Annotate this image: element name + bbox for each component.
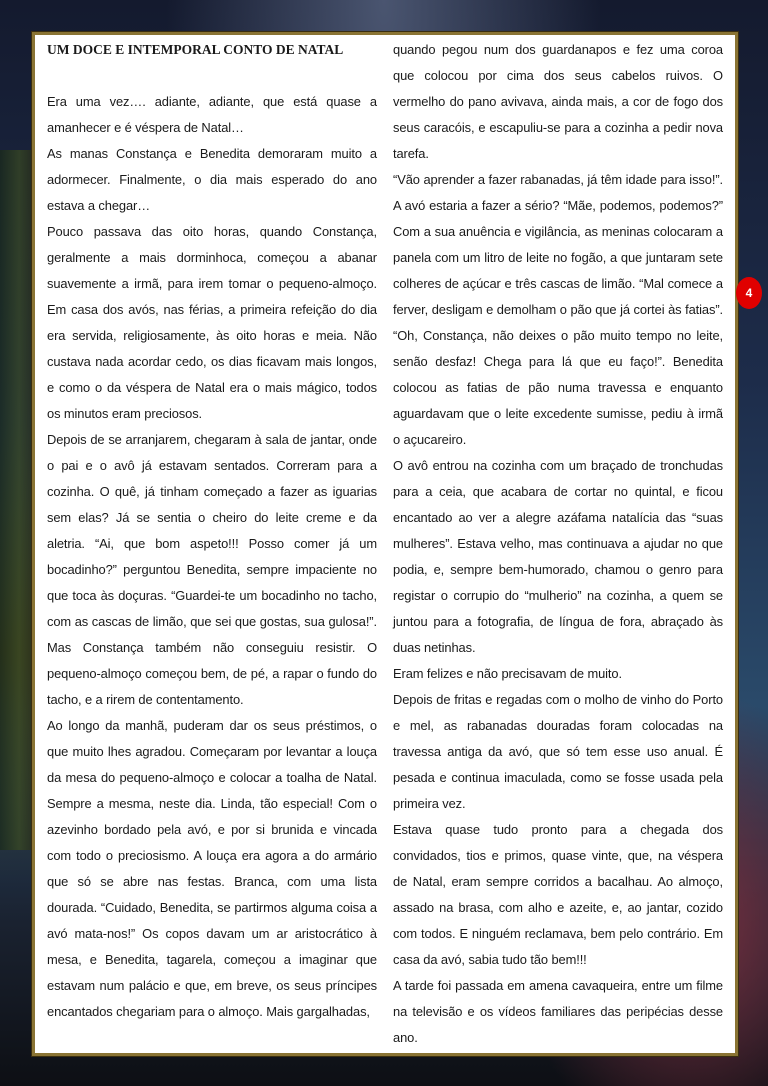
paragraph: O avô entrou na cozinha com um braçado de tronchudas para a ceia, que acabara de cortar no quintal, e ficou encantado ao ver a alegre azáfama natalícia das “suas mulheres”. Estava velho, mas continuava a ajudar no que podia, e, sempre bem-humorado, chamou o genro para registar o corrupio do “mulherio” na cozinha, a quem se juntou para a fotografia, de língua de fora, abraçado às duas netinhas. <box>393 458 723 655</box>
left-column <box>47 37 377 1025</box>
page-number-badge: 4 <box>736 277 762 309</box>
paragraph: Pouco passava das oito horas, quando Constança, geralmente a mais dorminhoca, começou a abanar suavemente a irmã, para irem tomar o pequeno-almoço. Em casa dos avós, nas férias, a primeira refeição do dia era servida, religiosamente, às oito horas e meia. Não custava nada acordar cedo, os dias ficavam mais longos, e como o da véspera de Natal era o mais mágico, todos os minutos eram preciosos. <box>47 224 377 421</box>
paragraph: A tarde foi passada em amena cavaqueira, entre um filme na televisão e os vídeos familiares das peripécias desse ano. <box>393 978 723 1045</box>
paragraph: Depois de fritas e regadas com o molho de vinho do Porto e mel, as rabanadas douradas foram colocadas na travessa antiga da avó, que só tem esse uso anual. É pesada e continua imaculada, como se fosse usada pela primeira vez. <box>393 692 723 811</box>
paragraph: quando pegou num dos guardanapos e fez uma coroa que colocou por cima dos seus cabelos ruivos. O vermelho do pano avivava, ainda mais, a cor de fogo dos seus caracóis, e escapuliu-se para a cozinha a pedir nova tarefa. <box>393 42 723 161</box>
background-tree <box>0 150 32 850</box>
paragraph: Eram felizes e não precisavam de muito. <box>393 666 622 681</box>
paragraph: Depois de se arranjarem, chegaram à sala de jantar, onde o pai e o avô já estavam sentados. Correram para a cozinha. O quê, já tinham começado a fazer as iguarias sem elas? Já se sentia o cheiro do leite creme e da aletria. “Ai, que bom aspeto!!! Posso comer já um bocadinho?” perguntou Benedita, sempre impaciente no que toca às doçuras. “Guardei-te um bocadinho no tacho, com as cascas de limão, que sei que gostas, sua gulosa!”. Mas Constança também não conseguiu resistir. O pequeno-almoço começou bem, de pé, a rapar o fundo do tacho, e a rirem de contentamento. <box>47 432 377 707</box>
right-column <box>393 37 723 1051</box>
paragraph: Estava quase tudo pronto para a chegada dos convidados, tios e primos, quase vinte, que, na véspera de Natal, eram sempre corridos a bacalhau. Ao almoço, assado na brasa, com alho e azeite, e, ao jantar, cozido com todos. E ninguém reclamava, bem pelo contrário. Em casa da avó, sabia tudo tão bem!!! <box>393 822 723 967</box>
story-title: UM DOCE E INTEMPORAL CONTO DE NATAL <box>47 42 344 57</box>
paragraph: Era uma vez…. adiante, adiante, que está quase a amanhecer e é véspera de Natal… <box>47 94 377 135</box>
paragraph: “Vão aprender a fazer rabanadas, já têm idade para isso!”. A avó estaria a fazer a sério? “Mãe, podemos, podemos?” Com a sua anuência e vigilância, as meninas colocaram a panela com um litro de leite no fogão, a que juntaram sete colheres de açúcar e três cascas de limão. “Mal comece a ferver, desligam e demolham o pão que já cortei às fatias”. “Oh, Constança, não deixes o pão muito tempo no leite, senão desfaz! Chega para lá que eu faço!”. Benedita colocou as fatias de pão numa travessa e enquanto aguardavam que o leite excedente sumisse, pediu à irmã o açucareiro. <box>393 172 723 447</box>
paragraph: Ao longo da manhã, puderam dar os seus préstimos, o que muito lhes agradou. Começaram por levantar a louça da mesa do pequeno-almoço e colocar a toalha de Natal. Sempre a mesma, neste dia. Linda, tão especial! Com o azevinho bordado pela avó, e por si brunida e vincada com todo o preciosismo. A louça era agora a do armário que só se abre nas festas. Branca, com uma lista dourada. “Cuidado, Benedita, se partirmos alguma coisa a avó mata-nos!” Os copos davam um ar aristocrático à mesa, e Benedita, tagarela, começou a imaginar que estavam num palácio e que, em breve, os seus príncipes encantados chegariam para o almoço. Mais gargalhadas, <box>47 718 377 1019</box>
document-page <box>32 32 738 1056</box>
paragraph: As manas Constança e Benedita demoraram muito a adormecer. Finalmente, o dia mais esperado do ano estava a chegar… <box>47 146 377 213</box>
